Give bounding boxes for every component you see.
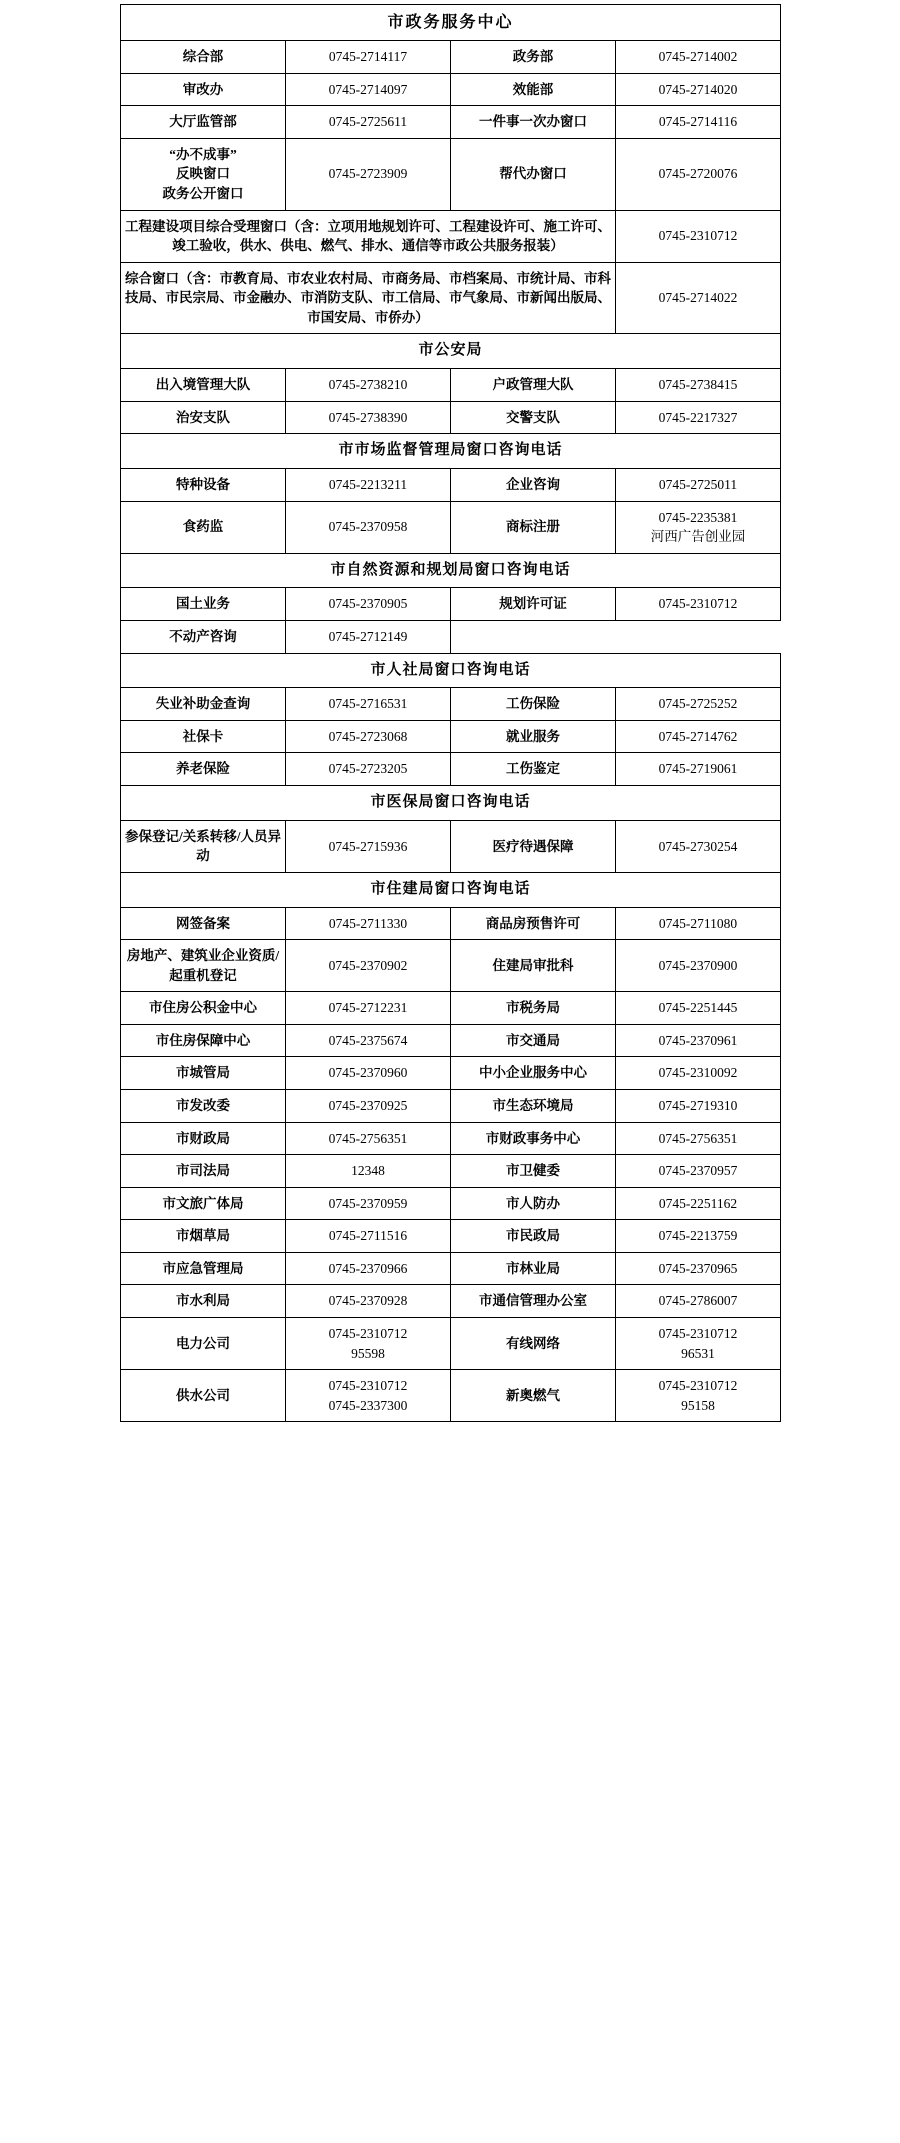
table-row: [121, 369, 781, 402]
section-title: 市医保局窗口咨询电话: [121, 786, 781, 821]
entry-label: 出入境管理大队: [121, 369, 286, 402]
entry-label: 中小企业服务中心: [451, 1057, 616, 1090]
entry-label: 国土业务: [121, 588, 286, 621]
entry-label: 房地产、建筑业企业资质/起重机登记: [121, 940, 286, 992]
entry-label: 市税务局: [451, 992, 616, 1025]
table-row: [121, 1285, 781, 1318]
entry-label: 市交通局: [451, 1024, 616, 1057]
entry-label: 市住房公积金中心: [121, 992, 286, 1025]
entry-phone: 0745-2714002: [616, 41, 781, 74]
entry-label: 市财政局: [121, 1122, 286, 1155]
table-row: [121, 469, 781, 502]
entry-phone: 0745-2723205: [286, 753, 451, 786]
entry-phone: 0745-2725252: [616, 688, 781, 721]
cell-line: 反映窗口: [176, 166, 230, 182]
table-row: [121, 138, 781, 210]
entry-phone: 0745-2756351: [616, 1122, 781, 1155]
table-row: [121, 720, 781, 753]
entry-phone: 0745-2370925: [286, 1090, 451, 1123]
cell-line: 0745-2310712: [658, 1378, 738, 1394]
entry-label: 参保登记/关系转移/人员异动: [121, 820, 286, 872]
table-row: [121, 820, 781, 872]
entry-label: 企业咨询: [451, 469, 616, 502]
entry-phone: 0745-2719061: [616, 753, 781, 786]
table-row: [121, 588, 781, 621]
entry-phone: 0745-2725611: [286, 106, 451, 139]
entry-phone: 0745-2213211: [286, 469, 451, 502]
entry-phone: 0745-2712231: [286, 992, 451, 1025]
entry-phone: 0745-2310712: [616, 588, 781, 621]
entry-label: 大厅监管部: [121, 106, 286, 139]
entry-label: 市生态环境局: [451, 1090, 616, 1123]
cell-line: 95598: [351, 1345, 385, 1361]
entry-phone: 0745-2714097: [286, 73, 451, 106]
table-row: [121, 1024, 781, 1057]
section-heading-row: [121, 5, 781, 41]
entry-label: 市住房保障中心: [121, 1024, 286, 1057]
section-title: 市住建局窗口咨询电话: [121, 872, 781, 907]
entry-phone: 0745-2720076: [616, 138, 781, 210]
entry-label: 特种设备: [121, 469, 286, 502]
entry-label: 就业服务: [451, 720, 616, 753]
entry-phone: 0745-2714020: [616, 73, 781, 106]
table-row: [121, 106, 781, 139]
section-heading-row: [121, 334, 781, 369]
entry-label: 市民政局: [451, 1220, 616, 1253]
entry-phone: [286, 1370, 451, 1422]
table-row: [121, 73, 781, 106]
entry-phone: 0745-2714762: [616, 720, 781, 753]
entry-phone: 0745-2714116: [616, 106, 781, 139]
entry-label: 失业补助金查询: [121, 688, 286, 721]
page-title: 市政务服务中心: [121, 5, 781, 41]
entry-phone: 0745-2738415: [616, 369, 781, 402]
table-row: [121, 1057, 781, 1090]
section-heading-row: [121, 434, 781, 469]
entry-label: 市人防办: [451, 1187, 616, 1220]
entry-phone: 0745-2370905: [286, 588, 451, 621]
table-row: [121, 1090, 781, 1123]
entry-label: 工程建设项目综合受理窗口（含：立项用地规划许可、工程建设许可、施工许可、竣工验收，供水、供电、燃气、排水、通信等市政公共服务报装）: [121, 210, 616, 262]
entry-phone: 0745-2715936: [286, 820, 451, 872]
entry-phone: 0745-2714117: [286, 41, 451, 74]
table-row: [121, 1252, 781, 1285]
table-row: [121, 1370, 781, 1422]
entry-phone: 0745-2723068: [286, 720, 451, 753]
entry-label: 市应急管理局: [121, 1252, 286, 1285]
cell-line: 河西广告创业园: [650, 529, 746, 545]
entry-label: 政务部: [451, 41, 616, 74]
section-heading-row: [121, 786, 781, 821]
entry-phone: 0745-2738210: [286, 369, 451, 402]
entry-phone: 0745-2370961: [616, 1024, 781, 1057]
entry-label: 市卫健委: [451, 1155, 616, 1188]
entry-label: 医疗待遇保障: [451, 820, 616, 872]
entry-label: 效能部: [451, 73, 616, 106]
entry-label: 综合部: [121, 41, 286, 74]
phone-directory-sheet: [120, 0, 780, 1422]
entry-phone: 0745-2738390: [286, 401, 451, 434]
entry-phone: [616, 1370, 781, 1422]
entry-label: 市司法局: [121, 1155, 286, 1188]
entry-label: 网签备案: [121, 907, 286, 940]
entry-phone: [616, 1317, 781, 1369]
entry-phone: 0745-2370928: [286, 1285, 451, 1318]
entry-phone: 0745-2370902: [286, 940, 451, 992]
table-row: [121, 210, 781, 262]
entry-label: 市城管局: [121, 1057, 286, 1090]
entry-label: 食药监: [121, 501, 286, 553]
entry-phone: 0745-2251162: [616, 1187, 781, 1220]
cell-line: 0745-2235381: [658, 509, 738, 525]
empty-cell: [451, 621, 781, 654]
entry-phone: 0745-2730254: [616, 820, 781, 872]
entry-phone: 0745-2251445: [616, 992, 781, 1025]
table-row: [121, 1155, 781, 1188]
section-title: 市自然资源和规划局窗口咨询电话: [121, 553, 781, 588]
entry-phone: 12348: [286, 1155, 451, 1188]
section-title: 市人社局窗口咨询电话: [121, 653, 781, 688]
entry-phone: 0745-2711080: [616, 907, 781, 940]
entry-phone: 0745-2719310: [616, 1090, 781, 1123]
entry-phone: 0745-2217327: [616, 401, 781, 434]
entry-label: 交警支队: [451, 401, 616, 434]
cell-line: 0745-2310712: [328, 1378, 408, 1394]
entry-label: 工伤保险: [451, 688, 616, 721]
section-heading-row: [121, 872, 781, 907]
entry-phone: 0745-2712149: [286, 621, 451, 654]
entry-label: 一件事一次办窗口: [451, 106, 616, 139]
cell-line: 95158: [681, 1397, 715, 1413]
entry-label: 商标注册: [451, 501, 616, 553]
entry-phone: 0745-2786007: [616, 1285, 781, 1318]
entry-label: 新奥燃气: [451, 1370, 616, 1422]
cell-line: 0745-2337300: [328, 1397, 408, 1413]
section-heading-row: [121, 653, 781, 688]
table-row: [121, 907, 781, 940]
cell-line: “办不成事”: [169, 146, 237, 162]
table-row: [121, 621, 781, 654]
entry-label: 审改办: [121, 73, 286, 106]
entry-phone: 0745-2370900: [616, 940, 781, 992]
entry-label: 养老保险: [121, 753, 286, 786]
entry-phone: 0745-2370959: [286, 1187, 451, 1220]
section-title: 市公安局: [121, 334, 781, 369]
table-row: [121, 1187, 781, 1220]
entry-phone: 0745-2711516: [286, 1220, 451, 1253]
entry-phone: 0745-2375674: [286, 1024, 451, 1057]
table-row: [121, 1317, 781, 1369]
entry-label: 治安支队: [121, 401, 286, 434]
entry-label: 市烟草局: [121, 1220, 286, 1253]
cell-line: 0745-2310712: [328, 1325, 408, 1341]
entry-phone: 0745-2711330: [286, 907, 451, 940]
entry-label: 市文旅广体局: [121, 1187, 286, 1220]
table-row: [121, 1220, 781, 1253]
entry-phone: 0745-2213759: [616, 1220, 781, 1253]
table-row: [121, 501, 781, 553]
cell-line: 96531: [681, 1345, 715, 1361]
entry-phone: 0745-2370960: [286, 1057, 451, 1090]
entry-label: 电力公司: [121, 1317, 286, 1369]
entry-label: 综合窗口（含：市教育局、市农业农村局、市商务局、市档案局、市统计局、市科技局、市民宗局、市金融办、市消防支队、市工信局、市气象局、市新闻出版局、市国安局、市侨办）: [121, 262, 616, 334]
entry-phone: 0745-2723909: [286, 138, 451, 210]
entry-label: 供水公司: [121, 1370, 286, 1422]
table-row: [121, 401, 781, 434]
entry-label: 市通信管理办公室: [451, 1285, 616, 1318]
table-body: [121, 5, 781, 1422]
entry-phone: 0745-2370966: [286, 1252, 451, 1285]
entry-phone: 0745-2756351: [286, 1122, 451, 1155]
entry-phone: 0745-2714022: [616, 262, 781, 334]
cell-line: 0745-2310712: [658, 1325, 738, 1341]
entry-label: 不动产咨询: [121, 621, 286, 654]
entry-phone: [616, 501, 781, 553]
table-row: [121, 753, 781, 786]
phone-directory-table: [120, 4, 781, 1422]
entry-label: 市发改委: [121, 1090, 286, 1123]
table-row: [121, 992, 781, 1025]
entry-label: 社保卡: [121, 720, 286, 753]
entry-label: 工伤鉴定: [451, 753, 616, 786]
table-row: [121, 1122, 781, 1155]
entry-label: 有线网络: [451, 1317, 616, 1369]
entry-label: 住建局审批科: [451, 940, 616, 992]
entry-phone: 0745-2370965: [616, 1252, 781, 1285]
entry-phone: 0745-2370958: [286, 501, 451, 553]
table-row: [121, 688, 781, 721]
entry-label: 市财政事务中心: [451, 1122, 616, 1155]
entry-phone: 0745-2310092: [616, 1057, 781, 1090]
entry-phone: 0745-2370957: [616, 1155, 781, 1188]
entry-phone: 0745-2716531: [286, 688, 451, 721]
section-title: 市市场监督管理局窗口咨询电话: [121, 434, 781, 469]
cell-line: 政务公开窗口: [162, 186, 244, 201]
entry-phone: [286, 1317, 451, 1369]
table-row: [121, 262, 781, 334]
entry-phone: 0745-2310712: [616, 210, 781, 262]
entry-label: 市林业局: [451, 1252, 616, 1285]
entry-phone: 0745-2725011: [616, 469, 781, 502]
entry-label: 商品房预售许可: [451, 907, 616, 940]
entry-label: 市水利局: [121, 1285, 286, 1318]
entry-label: 帮代办窗口: [451, 138, 616, 210]
section-heading-row: [121, 553, 781, 588]
entry-label: 户政管理大队: [451, 369, 616, 402]
table-row: [121, 41, 781, 74]
entry-label: 规划许可证: [451, 588, 616, 621]
table-row: [121, 940, 781, 992]
entry-label: [121, 138, 286, 210]
